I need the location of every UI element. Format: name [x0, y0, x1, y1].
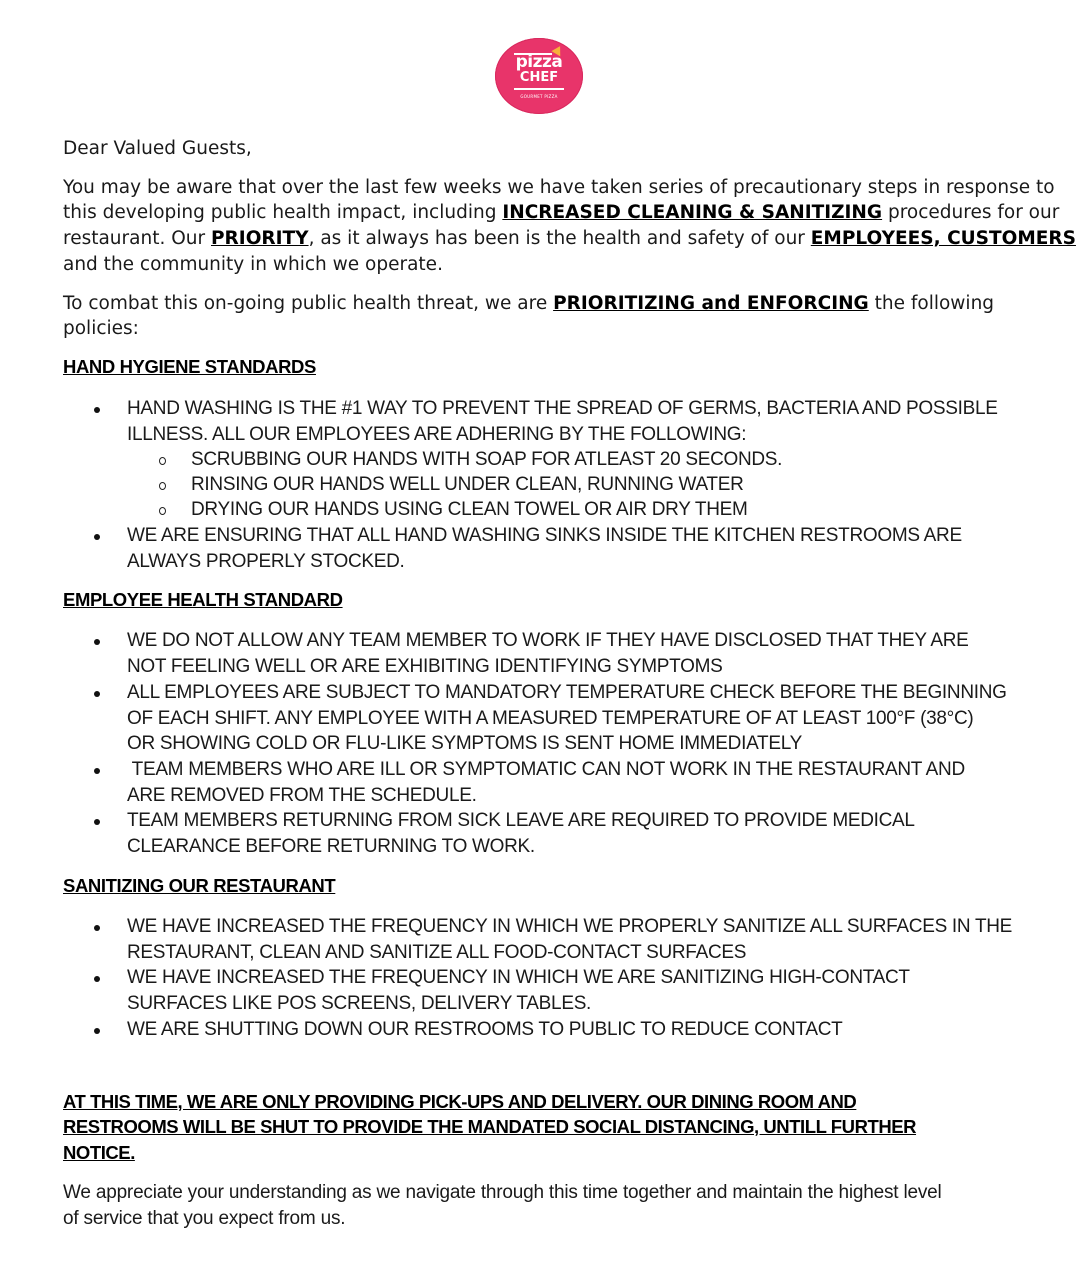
- list-item-line: OR SHOWING COLD OR FLU-LIKE SYMPTOMS IS SENT HOME IMMEDIATELY: [127, 733, 802, 755]
- bullet-icon: [94, 976, 100, 982]
- logo-divider-bottom: [514, 88, 564, 90]
- sub-list-item: [191, 497, 748, 523]
- sub-bullet-icon: [159, 457, 166, 465]
- list-item: [127, 628, 969, 679]
- list-item: [127, 396, 998, 447]
- sub-list-item: [191, 472, 744, 498]
- logo-tagline: GOURMET PIZZA: [520, 94, 558, 99]
- emphasis-cleaning: INCREASED CLEANING & SANITIZING: [502, 202, 883, 223]
- closing-line-1: We appreciate your understanding as we navigate through this time together and maintain the highest level: [63, 1182, 942, 1203]
- list-item-line: OF EACH SHIFT. ANY EMPLOYEE WITH A MEASURED TEMPERATURE OF AT LEAST 100°F (38°C): [127, 707, 974, 729]
- combat-text: the following: [868, 293, 995, 314]
- sub-bullet-icon: [159, 507, 166, 515]
- closing-line-2: of service that you expect from us.: [63, 1208, 346, 1229]
- list-item-line: NOT FEELING WELL OR ARE EXHIBITING IDENTIFYING SYMPTOMS: [127, 655, 723, 677]
- sub-list-item-text: SCRUBBING OUR HANDS WITH SOAP FOR ATLEAST 20 SECONDS.: [191, 449, 783, 470]
- sub-list-item-text: RINSING OUR HANDS WELL UNDER CLEAN, RUNNING WATER: [191, 474, 744, 495]
- combat-text: To combat this on-going public health threat, we are: [63, 293, 554, 314]
- list-item-line: ALL EMPLOYEES ARE SUBJECT TO MANDATORY TEMPERATURE CHECK BEFORE THE BEGINNING: [127, 682, 1007, 703]
- intro-text: procedures for our: [882, 202, 1060, 223]
- section-heading-employee-health: EMPLOYEE HEALTH STANDARD: [63, 589, 343, 610]
- bullet-icon: [94, 534, 100, 540]
- list-item-line: SURFACES LIKE POS SCREENS, DELIVERY TABLES.: [127, 992, 592, 1014]
- intro-text: this developing public health impact, including: [63, 202, 503, 223]
- list-item-line: TEAM MEMBERS WHO ARE ILL OR SYMPTOMATIC CAN NOT WORK IN THE RESTAURANT AND: [127, 759, 965, 780]
- notice-line-2: RESTROOMS WILL BE SHUT TO PROVIDE THE MANDATED SOCIAL DISTANCING, UNTILL FURTHER: [63, 1116, 917, 1137]
- intro-text: restaurant. Our: [63, 228, 211, 249]
- list-item-line: CLEARANCE BEFORE RETURNING TO WORK.: [127, 835, 535, 857]
- list-item-line: HAND WASHING IS THE #1 WAY TO PREVENT THE SPREAD OF GERMS, BACTERIA AND POSSIBLE: [127, 398, 998, 419]
- intro-line-3: [63, 226, 1076, 252]
- list-item-line: WE ARE ENSURING THAT ALL HAND WASHING SINKS INSIDE THE KITCHEN RESTROOMS ARE: [127, 525, 962, 546]
- intro-text: , as it always has been is the health and safety of our: [308, 228, 811, 249]
- notice-line-1: AT THIS TIME, WE ARE ONLY PROVIDING PICK-UPS AND DELIVERY. OUR DINING ROOM AND: [63, 1091, 857, 1112]
- section-heading-sanitizing: SANITIZING OUR RESTAURANT: [63, 875, 336, 896]
- list-item: [127, 680, 1007, 757]
- logo-word-chef: CHEF: [519, 70, 559, 85]
- emphasis-priority: PRIORITY: [211, 228, 309, 249]
- list-item: [127, 808, 915, 859]
- sub-bullet-icon: [159, 482, 166, 490]
- sub-list-item-text: DRYING OUR HANDS USING CLEAN TOWEL OR AIR DRY THEM: [191, 499, 748, 520]
- pizza-chef-logo: [495, 38, 585, 116]
- combat-line-2: policies:: [63, 318, 139, 339]
- bullet-icon: [94, 407, 100, 413]
- intro-line-4: and the community in which we operate.: [63, 254, 443, 275]
- bullet-icon: [94, 691, 100, 697]
- emphasis-prioritizing-enforcing: PRIORITIZING and ENFORCING: [553, 293, 869, 314]
- bullet-icon: [94, 925, 100, 931]
- intro-line-2: [63, 200, 1059, 226]
- list-item-line: WE ARE SHUTTING DOWN OUR RESTROOMS TO PUBLIC TO REDUCE CONTACT: [127, 1019, 843, 1040]
- logo-badge: [495, 38, 583, 114]
- section-heading-hand-hygiene: HAND HYGIENE STANDARDS: [63, 356, 316, 377]
- list-item-line: ARE REMOVED FROM THE SCHEDULE.: [127, 784, 477, 806]
- list-item-line: ALWAYS PROPERLY STOCKED.: [127, 550, 405, 572]
- list-item-line: TEAM MEMBERS RETURNING FROM SICK LEAVE ARE REQUIRED TO PROVIDE MEDICAL: [127, 810, 915, 831]
- salutation: Dear Valued Guests,: [63, 138, 252, 159]
- combat-line-1: [63, 291, 994, 317]
- list-item: [127, 1017, 842, 1043]
- list-item: [127, 914, 1012, 965]
- list-item-line: WE HAVE INCREASED THE FREQUENCY IN WHICH WE ARE SANITIZING HIGH-CONTACT: [127, 967, 910, 988]
- list-item-line: WE DO NOT ALLOW ANY TEAM MEMBER TO WORK IF THEY HAVE DISCLOSED THAT THEY ARE: [127, 630, 969, 651]
- logo-word-pizza: pizza: [515, 52, 563, 72]
- list-item: [127, 757, 965, 808]
- sub-list-item: [191, 447, 782, 473]
- bullet-icon: [94, 819, 100, 825]
- list-item-line: RESTAURANT, CLEAN AND SANITIZE ALL FOOD-CONTACT SURFACES: [127, 941, 747, 963]
- list-item-line: WE HAVE INCREASED THE FREQUENCY IN WHICH WE PROPERLY SANITIZE ALL SURFACES IN THE: [127, 916, 1013, 937]
- bullet-icon: [94, 1028, 100, 1034]
- list-item: [127, 523, 962, 574]
- list-item-line: ILLNESS. ALL OUR EMPLOYEES ARE ADHERING BY THE FOLLOWING:: [127, 423, 747, 445]
- list-item: [127, 965, 910, 1016]
- bullet-icon: [94, 639, 100, 645]
- notice-line-3: NOTICE.: [63, 1142, 135, 1163]
- emphasis-employees-customers: EMPLOYEES, CUSTOMERS: [810, 228, 1076, 249]
- intro-line-1: You may be aware that over the last few weeks we have taken series of precautionary steps in response to: [63, 177, 1055, 198]
- bullet-icon: [94, 768, 100, 774]
